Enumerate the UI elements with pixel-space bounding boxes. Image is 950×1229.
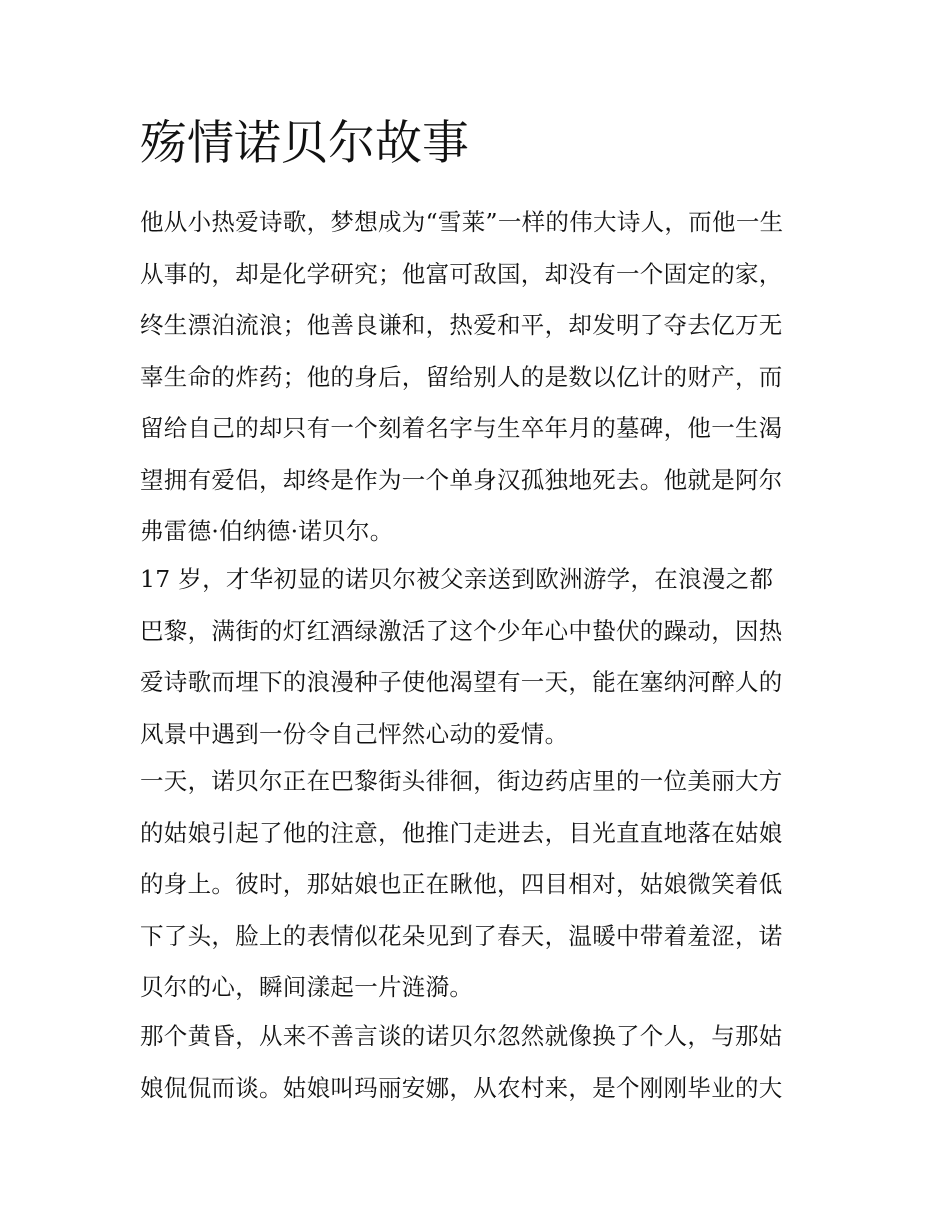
- paragraph-2: [140, 554, 783, 760]
- paragraph-1: [140, 197, 783, 558]
- paragraph-line: 巴黎，满街的灯红酒绿激活了这个少年心中蛰伏的躁动，因热: [140, 616, 783, 645]
- paragraph-line: 弗雷德·伯纳德·诺贝尔。: [140, 517, 394, 545]
- paragraph-line: 留给自己的却只有一个刻着名字与生卒年月的墓碑，他一生渴: [140, 414, 783, 442]
- paragraph-line: 的姑娘引起了他的注意，他推门走进去，目光直直地落在姑娘: [140, 818, 783, 847]
- page-title: 殇情诺贝尔故事: [140, 116, 469, 171]
- paragraph-line: 娘侃侃而谈。姑娘叫玛丽安娜，从农村来，是个刚刚毕业的大: [140, 1073, 783, 1102]
- paragraph-line: 从事的，却是化学研究；他富可敌国，却没有一个固定的家，: [140, 259, 783, 288]
- paragraph-line: 望拥有爱侣，却终是作为一个单身汉孤独地死去。他就是阿尔: [140, 465, 783, 494]
- paragraph-line: 17 岁，才华初显的诺贝尔被父亲送到欧洲游学，在浪漫之都: [140, 565, 774, 593]
- paragraph-line: 他从小热爱诗歌，梦想成为“雪莱”一样的伟大诗人，而他一生: [140, 208, 784, 236]
- paragraph-line: 一天，诺贝尔正在巴黎街头徘徊，街边药店里的一位美丽大方: [140, 767, 783, 795]
- paragraph-line: 爱诗歌而埋下的浪漫种子使他渴望有一天，能在塞纳河醉人的: [140, 668, 783, 696]
- paragraph-line: 风景中遇到一份令自己怦然心动的爱情。: [140, 719, 569, 748]
- paragraph-line: 贝尔的心，瞬间漾起一片涟漪。: [140, 973, 474, 1001]
- paragraph-line: 终生漂泊流浪；他善良谦和，热爱和平，却发明了夺去亿万无: [140, 311, 783, 339]
- paragraph-line: 辜生命的炸药；他的身后，留给别人的是数以亿计的财产，而: [140, 362, 783, 391]
- paragraph-line: 那个黄昏，从来不善言谈的诺贝尔忽然就像换了个人，与那姑: [140, 1022, 783, 1050]
- paragraph-line: 下了头，脸上的表情似花朵见到了春天，温暖中带着羞涩，诺: [140, 921, 783, 950]
- paragraph-4: [140, 1011, 783, 1114]
- paragraph-line: 的身上。彼时，那姑娘也正在瞅他，四目相对，姑娘微笑着低: [140, 870, 783, 898]
- paragraph-3: [140, 756, 783, 1014]
